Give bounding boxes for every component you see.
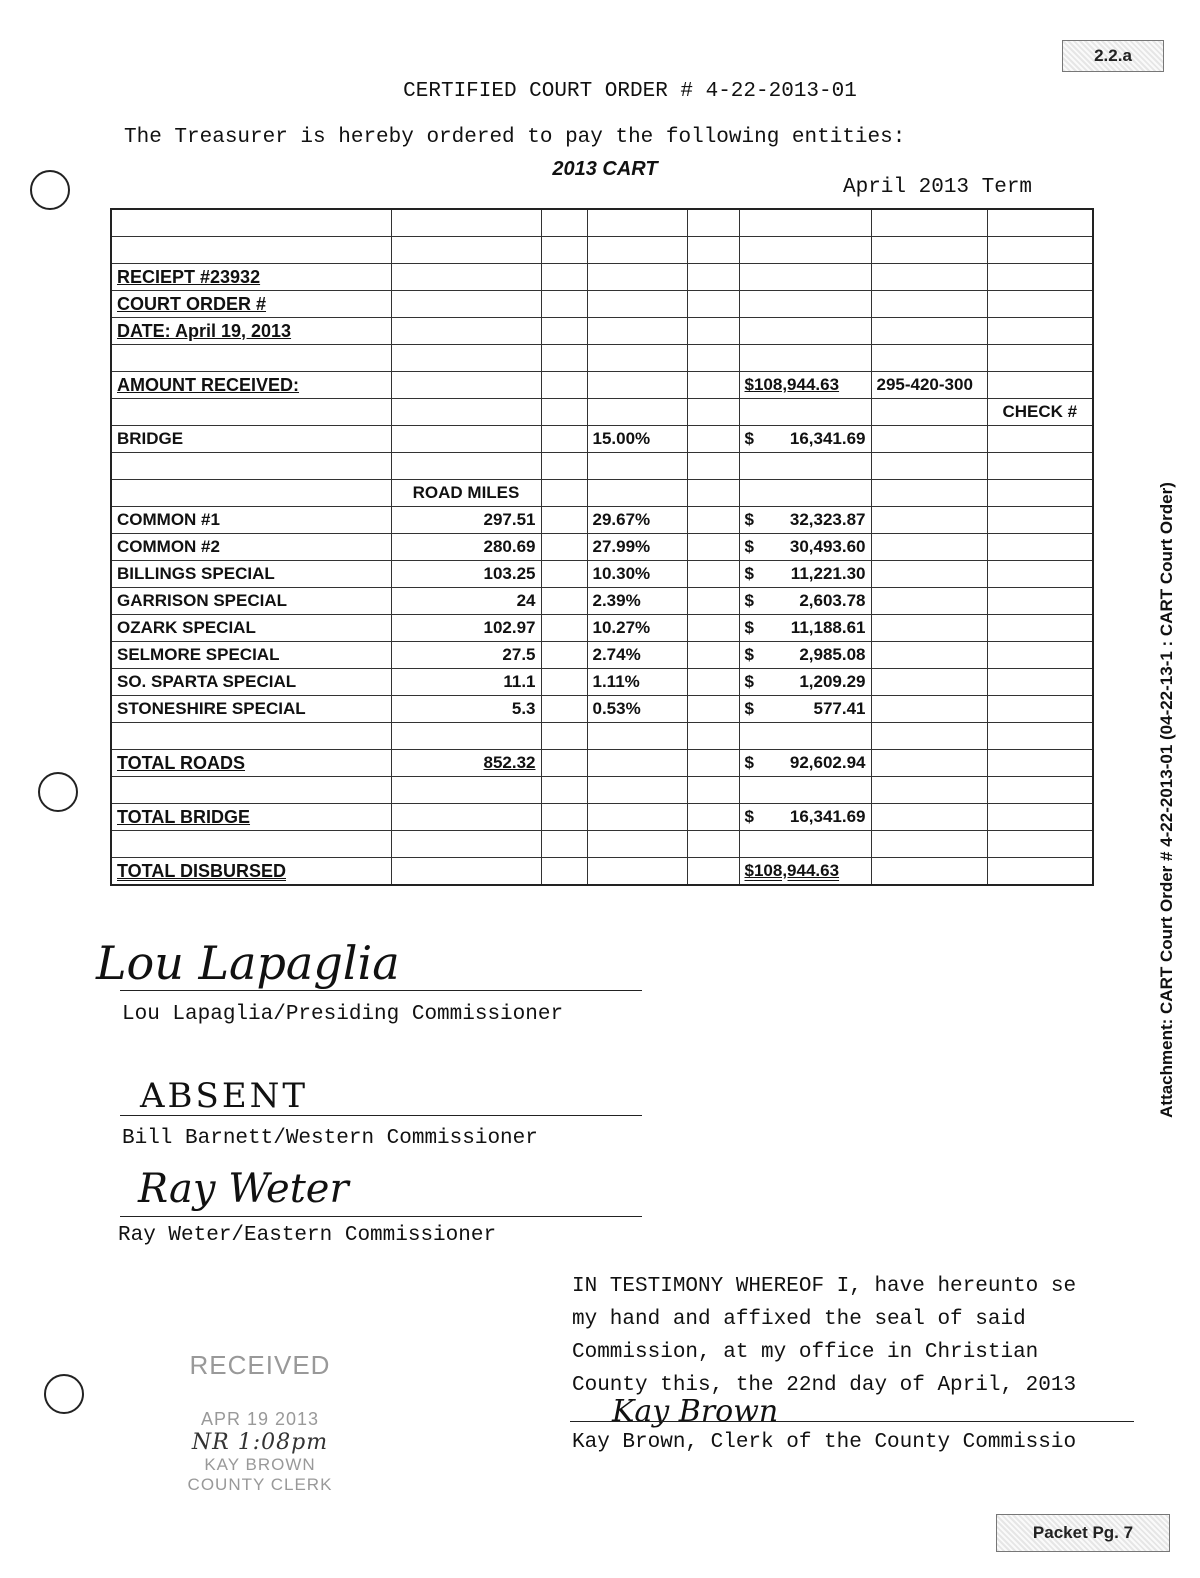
table-row: BILLINGS SPECIAL 103.25 10.30% $ 11,221.30 [111,561,1093,588]
amount-received-row [111,372,1093,399]
check-number-header: CHECK # [987,399,1093,426]
eastern-signature: Ray Weter [138,1166,349,1212]
table-row: OZARK SPECIAL 102.97 10.27% $ 11,188.61 [111,615,1093,642]
check-header-row [111,399,1093,426]
receipt-number: RECIEPT #23932 [111,264,391,291]
table-row: SELMORE SPECIAL 27.5 2.74% $ 2,985.08 [111,642,1093,669]
punch-hole-bottom [44,1374,84,1414]
signature-line [570,1421,1134,1422]
attachment-side-note: Attachment: CART Court Order # 4-22-2013-01 (04-22-13-1 : CART Court Order) [1157,482,1176,1118]
term-label: April 2013 Term [843,176,1033,199]
testimony-block: IN TESTIMONY WHEREOF I, have hereunto se my hand and affixed the seal of said Commission, at my office in Christian County this, the 22nd day of April, 2013 [572,1275,1077,1397]
document-subtitle: 2013 CART [552,158,658,180]
account-number: 295-420-300 [871,372,987,399]
table-row: COMMON #1 297.51 29.67% $ 32,323.87 [111,507,1093,534]
disbursement-table [110,208,1094,886]
table-row [111,453,1093,480]
order-statement: The Treasurer is hereby ordered to pay the following entities: [124,126,906,149]
table-row [111,777,1093,804]
signature-line [120,990,642,991]
bridge-row [111,426,1093,453]
table-row [111,723,1093,750]
bridge-percent: 15.00% [587,426,687,453]
table-row: SO. SPARTA SPECIAL 11.1 1.11% $ 1,209.29 [111,669,1093,696]
table-row: GARRISON SPECIAL 24 2.39% $ 2,603.78 [111,588,1093,615]
page-tag: 2.2.a [1062,40,1164,72]
amount-received-value: $108,944.63 [739,372,871,399]
total-bridge-label: TOTAL BRIDGE [111,804,391,831]
absent-note: ABSENT [140,1076,309,1116]
total-roads-label: TOTAL ROADS [111,750,391,777]
presiding-commissioner-label: Lou Lapaglia/Presiding Commissioner [122,1003,564,1026]
clerk-signature: Kay Brown [612,1394,779,1429]
presiding-signature: Lou Lapaglia [96,936,400,990]
court-order-row [111,291,1093,318]
bridge-label: BRIDGE [111,426,391,453]
table-row: COMMON #2 280.69 27.99% $ 30,493.60 [111,534,1093,561]
bridge-amount: $ 16,341.69 [739,426,871,453]
road-miles-header: ROAD MILES [391,480,541,507]
clerk-label: Kay Brown, Clerk of the County Commissio [572,1431,1077,1454]
receipt-date: DATE: April 19, 2013 [111,318,391,345]
table-row [111,345,1093,372]
table-row [111,237,1093,264]
table-row [111,831,1093,858]
total-bridge-amount: $ 16,341.69 [739,804,871,831]
received-stamp: RECEIVED APR 19 2013 NR 1:08pm KAY BROWN COUNTY CLERK [187,1350,333,1494]
table-row [111,209,1093,237]
signature-line [120,1115,642,1116]
total-roads-amount: $ 92,602.94 [739,750,871,777]
road-miles-header-row [111,480,1093,507]
western-commissioner-label: Bill Barnett/Western Commissioner [122,1127,538,1150]
total-roads-row [111,750,1093,777]
signature-line [120,1216,642,1217]
total-disbursed-amount: $108,944.63 [739,858,871,886]
total-bridge-row [111,804,1093,831]
total-disbursed-row [111,858,1093,886]
date-row [111,318,1093,345]
table-row: STONESHIRE SPECIAL 5.3 0.53% $ 577.41 [111,696,1093,723]
total-road-miles: 852.32 [391,750,541,777]
court-order-label: COURT ORDER # [111,291,391,318]
receipt-row [111,264,1093,291]
total-disbursed-label: TOTAL DISBURSED [111,858,391,886]
amount-received-label: AMOUNT RECEIVED: [111,372,391,399]
punch-hole-middle [38,772,78,812]
document-title: CERTIFIED COURT ORDER # 4-22-2013-01 [403,80,857,103]
packet-page-label: Packet Pg. 7 [996,1514,1170,1552]
eastern-commissioner-label: Ray Weter/Eastern Commissioner [118,1224,497,1247]
